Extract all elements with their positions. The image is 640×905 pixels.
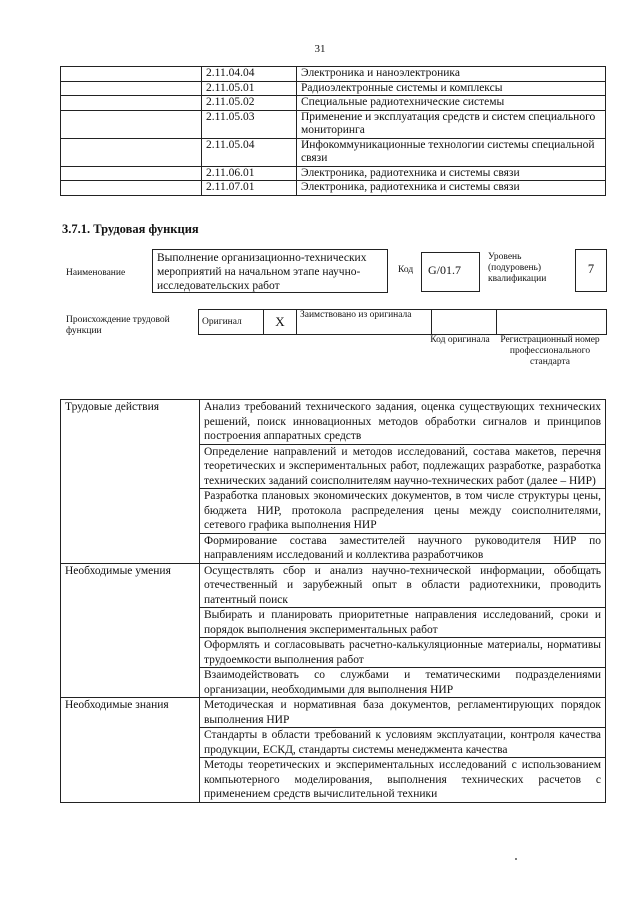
specialty-code: 2.11.05.01 (202, 81, 297, 96)
name-label: Наименование (66, 268, 126, 278)
page-number: 31 (314, 43, 326, 55)
specialty-empty-cell (61, 81, 202, 96)
specialty-code: 2.11.05.03 (202, 110, 297, 138)
specialty-row (61, 110, 606, 138)
category-label: Необходимые умения (61, 563, 200, 698)
category-item: Методическая и нормативная база документов, регламентирующих порядок выполнения НИР (200, 698, 606, 728)
code-caption: Код оригинала (430, 335, 490, 345)
category-item: Осуществлять сбор и анализ научно-технической информации, обобщать отечественный и зарубежный опыт в области радиотехники, проводить патентный поиск (200, 563, 606, 608)
origin-label: Происхождение трудовой функции (66, 315, 170, 336)
specialty-name: Применение и эксплуатация средств и систем специального мониторинга (297, 110, 606, 138)
original-label: Оригинал (199, 310, 264, 335)
specialty-empty-cell (61, 96, 202, 111)
origin-reg-cell (497, 310, 607, 335)
code-label: Код (398, 265, 414, 275)
category-item: Выбирать и планировать приоритетные направления исследований, сроки и порядок выполнения экспериментальных работ (200, 608, 606, 638)
specialty-row (61, 96, 606, 111)
category-label: Трудовые действия (61, 400, 200, 564)
level-label: Уровень (подуровень) квалификации (488, 252, 547, 284)
specialty-name: Специальные радиотехнические системы (297, 96, 606, 111)
reg-caption: Регистрационный номер профессионального стандарта (500, 335, 600, 367)
borrowed-label: Заимствовано из оригинала (297, 310, 432, 335)
level-value: 7 (587, 262, 595, 276)
function-row (61, 563, 606, 608)
specialty-empty-cell (61, 138, 202, 166)
function-row (61, 400, 606, 445)
specialty-code: 2.11.07.01 (202, 181, 297, 196)
category-item: Стандарты в области требований к условиям эксплуатации, контроля качества продукции, ЕСКД, стандарты системы менеджмента качества (200, 728, 606, 758)
specialty-code: 2.11.05.02 (202, 96, 297, 111)
origin-table (198, 309, 607, 335)
scan-dot (515, 858, 517, 860)
level-box (575, 249, 607, 292)
specialty-row (61, 138, 606, 166)
specialty-empty-cell (61, 110, 202, 138)
function-name-value: Выполнение организационно-технических мероприятий на начальном этапе научно-исследовательских работ (157, 252, 367, 292)
original-mark: X (264, 310, 297, 335)
function-code-box (421, 252, 480, 292)
specialty-code: 2.11.04.04 (202, 67, 297, 82)
function-table (60, 399, 606, 803)
specialty-code: 2.11.05.04 (202, 138, 297, 166)
section-title: 3.7.1. Трудовая функция (62, 222, 199, 236)
function-row (61, 698, 606, 728)
specialty-name: Радиоэлектронные системы и комплексы (297, 81, 606, 96)
specialty-row (61, 181, 606, 196)
category-item: Взаимодействовать со службами и тематическими подразделениями организации, необходимыми для выполнения НИР (200, 668, 606, 698)
specialty-row (61, 81, 606, 96)
specialty-empty-cell (61, 181, 202, 196)
category-label: Необходимые знания (61, 698, 200, 803)
specialty-table (60, 66, 606, 196)
category-item: Разработка плановых экономических документов, в том числе структуры цены, бюджета НИР, протокола распределения цены между соисполнителями, сетевого графика выполнения НИР (200, 489, 606, 534)
function-name-box (152, 249, 388, 293)
specialty-row (61, 166, 606, 181)
specialty-code: 2.11.06.01 (202, 166, 297, 181)
category-item: Формирование состава заместителей научного руководителя НИР по направлениям исследований и коллектива разработчиков (200, 533, 606, 563)
category-item: Анализ требований технического задания, оценка существующих технических решений, поиск инновационных методов обработки сигналов и принципов построения аппаратных средств (200, 400, 606, 445)
category-item: Методы теоретических и экспериментальных исследований с использованием компьютерного моделирования, выполнения технических расчетов с применением средств вычислительной техники (200, 758, 606, 803)
specialty-name: Электроника и наноэлектроника (297, 67, 606, 82)
specialty-name: Электроника, радиотехника и системы связи (297, 181, 606, 196)
specialty-empty-cell (61, 166, 202, 181)
specialty-row (61, 67, 606, 82)
specialty-empty-cell (61, 67, 202, 82)
category-item: Определение направлений и методов исследований, состава макетов, перечня теоретических и экспериментальных работ, подлежащих разработке, разработка технических заданий соисполнителям научно-технических работ (далее – НИР) (200, 444, 606, 489)
function-code-value: G/01.7 (428, 263, 461, 277)
specialty-name: Электроника, радиотехника и системы связи (297, 166, 606, 181)
category-item: Оформлять и согласовывать расчетно-калькуляционные материалы, нормативы трудоемкости выполнения работ (200, 638, 606, 668)
specialty-name: Инфокоммуникационные технологии системы специальной связи (297, 138, 606, 166)
origin-code-cell (432, 310, 497, 335)
